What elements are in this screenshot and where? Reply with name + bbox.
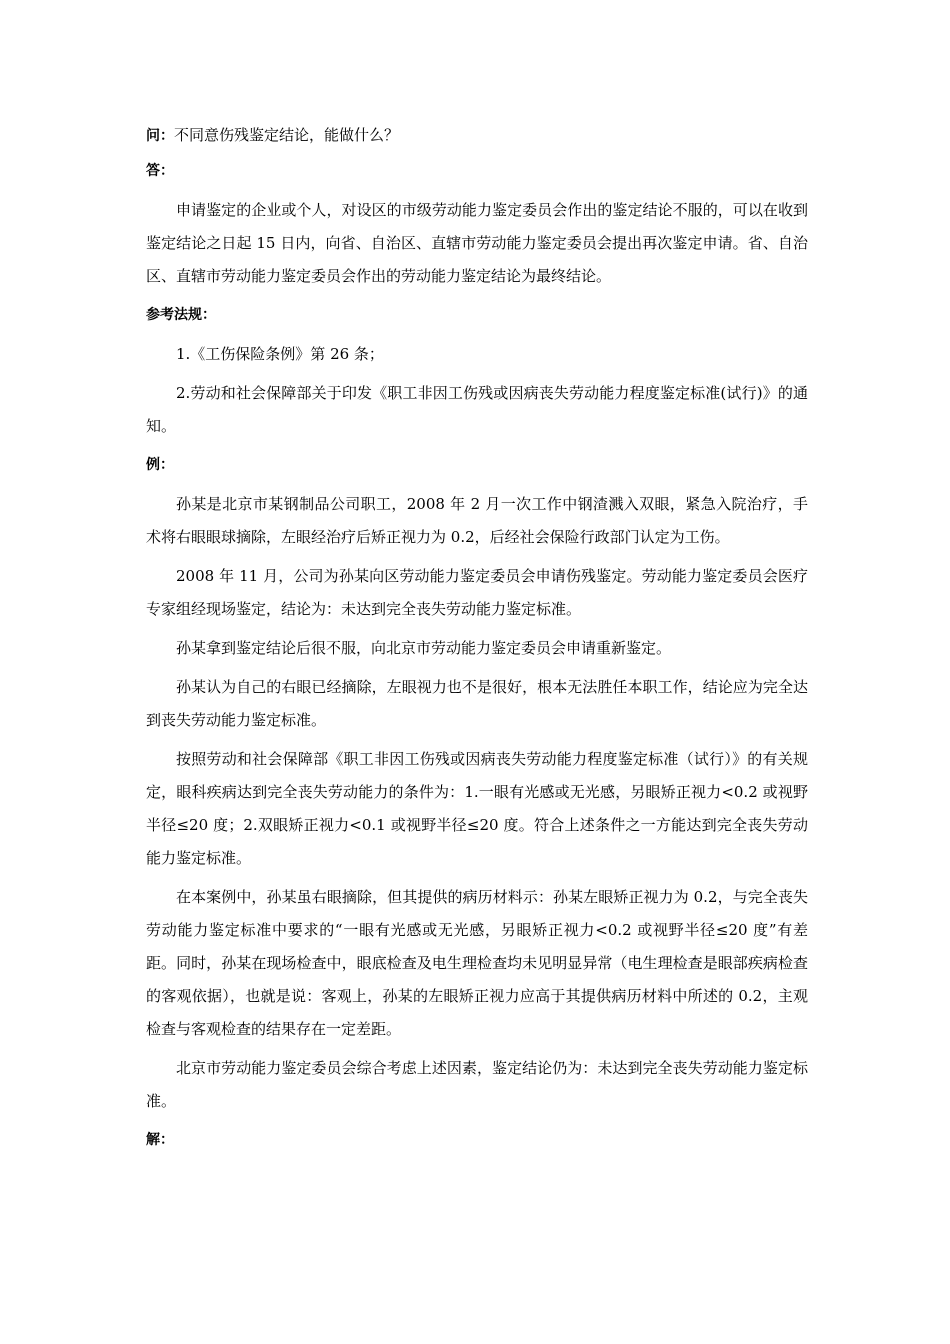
references-label: 参考法规：	[146, 307, 216, 323]
example-paragraph: 按照劳动和社会保障部《职工非因工伤残或因病丧失劳动能力程度鉴定标准（试行）》的有关规定，眼科疾病达到完全丧失劳动能力的条件为：1.一眼有光感或无光感，另眼矫正视力<0.2 或视野半径≤20 度；2.双眼矫正视力<0.1 或视野半径≤20 度。符合上述条件之一方能达到完全丧失劳动能力鉴定标准。	[146, 750, 808, 867]
question-text: 不同意伤残鉴定结论，能做什么？	[174, 126, 400, 144]
example-paragraph: 孙某拿到鉴定结论后很不服，向北京市劳动能力鉴定委员会申请重新鉴定。	[176, 639, 672, 657]
question-label: 问：	[146, 128, 174, 144]
example-paragraph: 孙某是北京市某钢制品公司职工，2008 年 2 月一次工作中钢渣溅入双眼，紧急入院治疗，手术将右眼眼球摘除，左眼经治疗后矫正视力为 0.2，后经社会保险行政部门认定为工伤。	[146, 495, 808, 546]
answer-label: 答：	[146, 163, 174, 179]
example-paragraph: 2008 年 11 月，公司为孙某向区劳动能力鉴定委员会申请伤残鉴定。劳动能力鉴定委员会医疗专家组经现场鉴定，结论为：未达到完全丧失劳动能力鉴定标准。	[146, 567, 808, 618]
example-label: 例：	[146, 457, 174, 473]
reference-item: 2.劳动和社会保障部关于印发《职工非因工伤残或因病丧失劳动能力程度鉴定标准(试行)》的通知。	[146, 384, 808, 435]
answer-paragraph: 申请鉴定的企业或个人，对设区的市级劳动能力鉴定委员会作出的鉴定结论不服的，可以在收到鉴定结论之日起 15 日内，向省、自治区、直辖市劳动能力鉴定委员会提出再次鉴定申请。省、自治区、直辖市劳动能力鉴定委员会作出的劳动能力鉴定结论为最终结论。	[146, 201, 808, 285]
example-paragraph: 在本案例中，孙某虽右眼摘除，但其提供的病历材料示：孙某左眼矫正视力为 0.2，与完全丧失劳动能力鉴定标准中要求的“一眼有光感或无光感，另眼矫正视力<0.2 或视野半径≤20 度”有差距。同时，孙某在现场检查中，眼底检查及电生理检查均未见明显异常（电生理检查是眼部疾病检查的客观依据），也就是说：客观上，孙某的左眼矫正视力应高于其提供病历材料中所述的 0.2，主观检查与客观检查的结果存在一定差距。	[146, 888, 808, 1038]
question-line	[146, 119, 808, 153]
document-content	[146, 119, 808, 1163]
example-paragraph: 北京市劳动能力鉴定委员会综合考虑上述因素，鉴定结论仍为：未达到完全丧失劳动能力鉴定标准。	[146, 1059, 808, 1110]
solution-label: 解：	[146, 1132, 174, 1148]
example-paragraph: 孙某认为自己的右眼已经摘除，左眼视力也不是很好，根本无法胜任本职工作，结论应为完全达到丧失劳动能力鉴定标准。	[146, 678, 808, 729]
reference-item: 1.《工伤保险条例》第 26 条；	[176, 345, 384, 363]
